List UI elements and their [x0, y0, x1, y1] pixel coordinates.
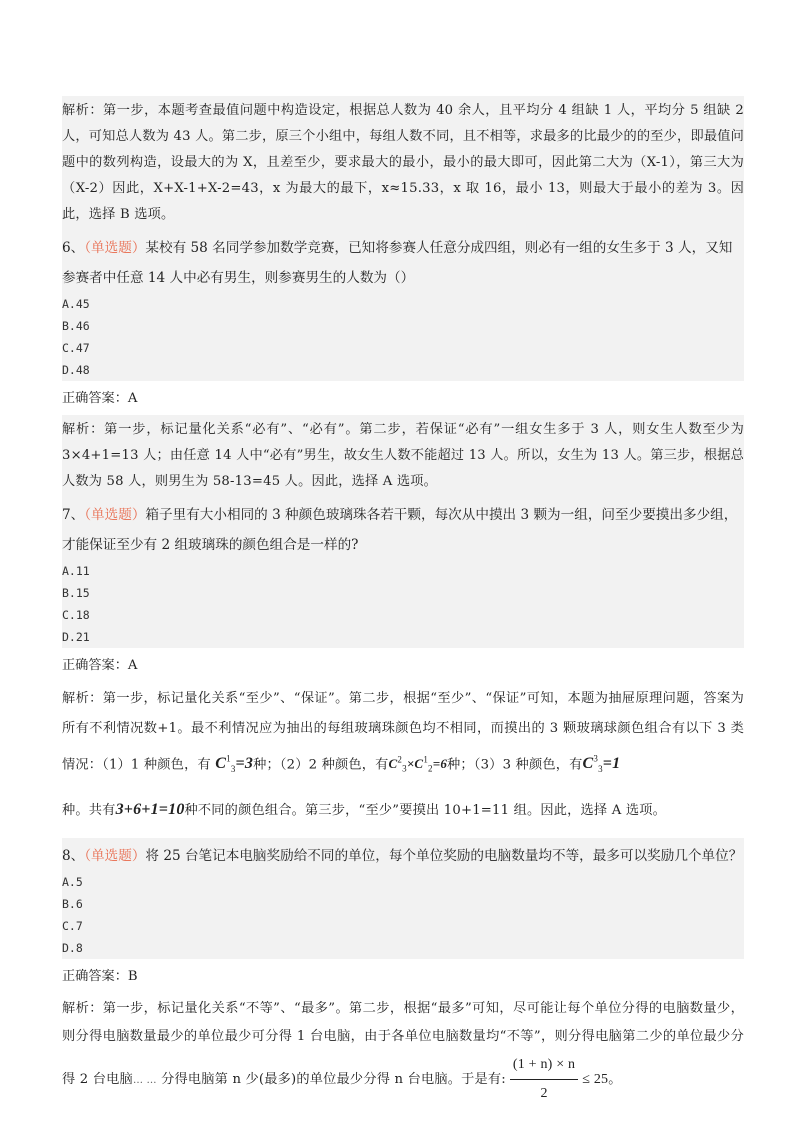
answer-7: 正确答案：A [62, 658, 138, 673]
question-7 [62, 497, 744, 648]
formula-c33: $C^3_3=1$ [582, 754, 621, 775]
question-number: 6、 [62, 240, 85, 256]
question-text: 某校有 58 名同学参加数学竞赛，已知将参赛人任意分成四组，则必有一组的女生多于 3 人，又知参赛者中任意 14 人中必有男生，则参赛男生的人数为（） [62, 240, 733, 286]
formula-inequality: ≤ 25 [582, 1071, 609, 1087]
ellipsis: … … [132, 1074, 157, 1086]
analysis-prev: 解析：第一步，本题考查最值问题中构造设定，根据总人数为 40 余人，且平均分 4 组缺 1 人，平均分 5 组缺 2 人，可知总人数为 43 人。第二步，原三个小组中，每组人数不同，且不相等，求最多的比最少的的至少，即最值问题中的数列构造，设最大的为 X，且差至少，要求最大的最小，最小的最大即可，因此第二大为（X-1），第三大为（X-2）因此，X+X-1+X-2=43，x 为最大的最下，x≈15.33，x 取 16，最小 13，则最大于最小的差为 3。因此，选择 B 选项。 [62, 96, 744, 230]
formula-c31: $C^1_3=3$ [215, 754, 254, 775]
option-c: C.7 [62, 918, 83, 933]
analysis-7-text-2: 种；（2）2 种颜色，有 [253, 757, 389, 773]
option-c: C.18 [62, 608, 90, 622]
answer-8: 正确答案：B [62, 968, 138, 984]
question-text: 将 25 台笔记本电脑奖励给不同的单位，每个单位奖励的电脑数量均不等，最多可以奖励几个单位？ [145, 847, 743, 864]
formula-c32-c21: $C^2_3\times C^1_2=6$ [388, 755, 448, 774]
option-d: D.8 [62, 940, 83, 955]
analysis-8 [62, 993, 744, 1110]
option-a: A.45 [62, 297, 90, 311]
analysis-7-text-5: 种不同的颜色组合。第三步，“至少”要摸出 10+1=11 组。因此，选择 A 选项。 [184, 802, 666, 818]
analysis-6: 解析：第一步，标记量化关系“必有”、“必有”。第二步，若保证“必有”一组女生多于 3 人，则女生人数至少为 3×4+1=13 人；由任意 14 人中“必有”男生，故女生人数不能超过 13 人。所以，女生为 13 人。第三步，根据总人数为 58 人，则男生为 58-13=45 人。因此，选择 A 选项。 [62, 415, 744, 497]
analysis-7-text-4: 种。共有 [62, 802, 116, 818]
question-type-tag: （单选题） [84, 507, 146, 523]
question-text: 箱子里有大小相同的 3 种颜色玻璃珠各若干颗，每次从中摸出 3 颗为一组，问至少要摸出多少组，才能保证至少有 2 组玻璃珠的颜色组合是一样的? [62, 507, 738, 553]
analysis-7-text-1: 解析：第一步，标记量化关系“至少”、“保证”。第二步，根据“至少”、“保证”可知，本题为抽屉原理问题，答案为所有不利情况数+1。最不利情况应为抽出的每组玻璃珠颜色均不相同，而摸出的 3 颗玻璃球颜色组合有以下 3 类情况：（1）1 种颜色，有 [62, 691, 744, 773]
analysis-8-tail: 分得电脑第 n 少(最多)的单位最少分得 n 台电脑。于是有: [156, 1071, 506, 1087]
analysis-8-text: 解析：第一步，标记量化关系“不等”、“最多”。第二步，根据“最多”可知，尽可能让每个单位分得的电脑数量少，则分得电脑数量最少的单位最少可分得 1 台电脑，由于各单位电脑数量均“不等”，则分得电脑第二少的单位最少分得 2 台电脑 [62, 1000, 744, 1087]
question-number: 8、 [62, 847, 85, 864]
question-6 [62, 230, 744, 381]
option-b: B.15 [62, 586, 90, 600]
formula-sum: 3+6+1=10 [115, 800, 185, 818]
question-type-tag: （单选题） [84, 847, 146, 864]
option-a: A.5 [62, 874, 83, 889]
question-type-tag: （单选题） [84, 240, 146, 256]
option-c: C.47 [62, 341, 90, 355]
period: 。 [608, 1071, 622, 1087]
option-a: A.11 [62, 564, 90, 578]
document-page [62, 96, 744, 1110]
question-7-stem [62, 497, 744, 560]
analysis-7 [62, 682, 744, 828]
question-number: 7、 [62, 507, 85, 523]
answer-6: 正确答案：A [62, 391, 138, 406]
question-6-stem [62, 230, 744, 293]
formula-fraction: $\frac{(1 + n) \times n}{2}$ [510, 1051, 578, 1108]
analysis-7-text-3: 种；（3）3 种颜色，有 [447, 757, 583, 773]
option-d: D.21 [62, 630, 90, 644]
option-b: B.6 [62, 896, 83, 911]
question-8-stem [62, 838, 744, 871]
option-d: D.48 [62, 363, 90, 377]
option-b: B.46 [62, 319, 90, 333]
question-8 [62, 838, 744, 959]
